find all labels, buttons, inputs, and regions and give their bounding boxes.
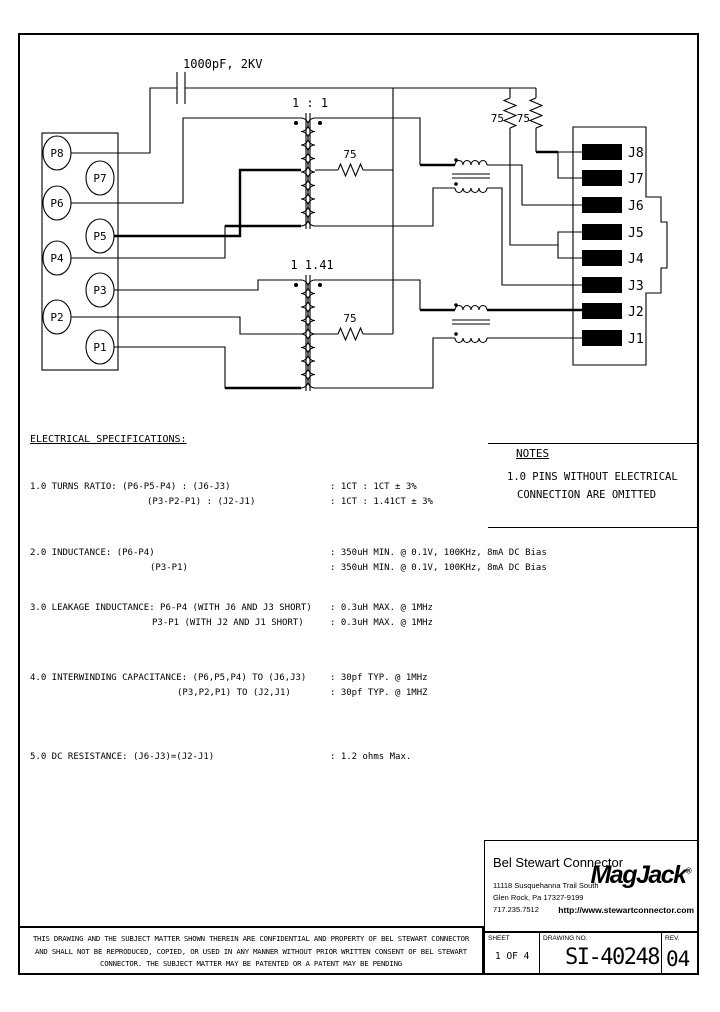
pin-p2-label: P2: [50, 311, 64, 324]
tie-bracket-j5-j4: [558, 232, 582, 258]
t2-primary-winding: [301, 280, 308, 388]
spec-5-value-1: : 1.2 ohms Max.: [330, 752, 412, 762]
disclaimer-box: [18, 926, 484, 975]
resistor-value: 75: [516, 112, 530, 125]
choke-phase-dot: [454, 158, 458, 162]
spec-1-line-2: (P3-P2-P1) : (J2-J1): [147, 497, 256, 507]
choke-phase-dot: [454, 303, 458, 307]
notes-box-top-line: [488, 443, 697, 444]
jack-label-j8: J8: [628, 146, 644, 161]
t1-secondary-winding: [308, 118, 315, 226]
t2-phase-dot: [294, 283, 298, 287]
wire: [315, 118, 420, 165]
drawing-number-label: DRAWING NO.: [543, 935, 588, 942]
capacitor-value: 1000pF, 2KV: [183, 57, 263, 71]
title-block: [484, 840, 699, 932]
spec-1-value-2: : 1CT : 1.41CT ± 3%: [330, 497, 433, 507]
jack-label-j4: J4: [628, 252, 644, 267]
wire: [71, 88, 177, 153]
notes-title: NOTES: [516, 447, 550, 460]
wire: [71, 118, 301, 203]
t2-termination-resistor: [338, 312, 363, 340]
jack-label-j5: J5: [628, 226, 644, 241]
title-block-bottom-row: [484, 932, 699, 975]
spec-3-value-1: : 0.3uH MAX. @ 1MHz: [330, 603, 433, 613]
disclaimer-line-1: THIS DRAWING AND THE SUBJECT MATTER SHOWN THEREIN ARE CONFIDENTIAL AND PROPERTY OF BEL STEWART CONNECTOR: [32, 934, 470, 943]
t1-core: [306, 113, 310, 229]
jack-pin-j1: [582, 330, 622, 346]
sheet-value: 1 OF 4: [495, 951, 530, 962]
disclaimer-line-3: CONNECTOR. THE SUBJECT MATTER MAY BE PATENTED OR A PATENT MAY BE PENDING: [100, 959, 402, 968]
jack-label-j1: J1: [628, 332, 644, 347]
spec-1-line-1: 1.0 TURNS RATIO: (P6-P5-P4) : (J6-J3): [30, 482, 231, 492]
circuit-schematic: [0, 0, 720, 430]
registered-mark: ®: [685, 866, 690, 876]
jack-pin-j2: [582, 303, 622, 319]
t1-phase-dot: [318, 121, 322, 125]
hv-capacitor: [177, 57, 262, 104]
spec-5-line-1: 5.0 DC RESISTANCE: (J6-J3)=(J2-J1): [30, 752, 215, 762]
jack-label-j6: J6: [628, 199, 644, 214]
pin-p4-label: P4: [50, 252, 64, 265]
t2-phase-dot: [318, 283, 322, 287]
resistor-zigzag: [504, 98, 516, 128]
jack-outline: [573, 127, 667, 365]
jack-pin-j6: [582, 197, 622, 213]
wire: [487, 165, 582, 205]
jack-pin-j7: [582, 170, 622, 186]
resistor-value: 75: [343, 312, 357, 325]
t2-secondary-winding: [308, 280, 315, 388]
wire: [487, 188, 582, 285]
drawing-number-value: SI-40248: [565, 945, 659, 970]
magjack-logo: [590, 861, 690, 890]
choke-phase-dot: [454, 332, 458, 336]
spec-2-value-1: : 350uH MIN. @ 0.1V, 100KHz, 8mA DC Bias: [330, 548, 547, 558]
resistor-zigzag: [338, 328, 363, 340]
transformer-t1: [292, 96, 328, 229]
resistor-zigzag: [338, 164, 363, 176]
sheet-cell: [485, 933, 539, 974]
company-phone: 717.235.7512: [493, 905, 539, 914]
transformer-t2: [290, 258, 333, 391]
choke-core: [452, 320, 490, 324]
jack-label-j3: J3: [628, 279, 644, 294]
bob-smith-resistor-left: [491, 98, 516, 128]
p-pins: [43, 136, 114, 364]
notes-line-1: 1.0 PINS WITHOUT ELECTRICAL: [507, 471, 678, 483]
wire: [315, 280, 420, 310]
choke-phase-dot: [454, 182, 458, 186]
disclaimer-line-2: AND SHALL NOT BE REPRODUCED, COPIED, OR USED IN ANY MANNER WITHOUT PRIOR WRITTEN CONSENT OF BEL STEWART: [35, 946, 467, 956]
jack-label-j7: J7: [628, 172, 644, 187]
company-address-line2: Glen Rock, Pa 17327-9199: [493, 893, 584, 902]
spec-4-value-1: : 30pf TYP. @ 1MHz: [330, 673, 428, 683]
spec-4-line-2: (P3,P2,P1) TO (J2,J1): [177, 688, 291, 698]
spec-2-line-2: (P3-P1): [150, 563, 188, 573]
jack-pin-j3: [582, 277, 622, 293]
choke-coil: [455, 306, 487, 310]
notes-line-2: CONNECTION ARE OMITTED: [517, 489, 657, 501]
spec-3-line-2: P3-P1 (WITH J2 AND J1 SHORT): [152, 618, 304, 628]
j-connector: [573, 127, 667, 365]
resistor-value: 75: [490, 112, 504, 125]
jack-label-j2: J2: [628, 305, 644, 320]
t1-primary-winding: [301, 118, 308, 226]
rev-value: 04: [666, 947, 690, 971]
spec-4-line-1: 4.0 INTERWINDING CAPACITANCE: (P6,P5,P4) TO (J6,J3): [30, 673, 307, 683]
jack-pin-j8: [582, 144, 622, 160]
spec-4-value-2: : 30pf TYP. @ 1MHZ: [330, 688, 428, 698]
jack-pin-j5: [582, 224, 622, 240]
resistor-value: 75: [343, 148, 357, 161]
t2-ratio-label: 1 1.41: [290, 258, 334, 272]
wire: [315, 188, 455, 226]
resistor-zigzag: [530, 98, 542, 128]
pin-p5-label: P5: [93, 230, 107, 243]
magjack-logo-text: MagJack: [590, 861, 686, 889]
choke-coil: [455, 188, 487, 193]
wire: [315, 338, 455, 388]
company-url: http://www.stewartconnector.com: [558, 905, 694, 915]
sheet-label: SHEET: [488, 935, 510, 942]
wire: [114, 280, 301, 290]
jack-pin-j4: [582, 250, 622, 266]
pin-p6-label: P6: [50, 197, 64, 210]
spec-3-line-1: 3.0 LEAKAGE INDUCTANCE: P6-P4 (WITH J6 AND J3 SHORT): [30, 603, 312, 613]
drawing-number-cell: [539, 933, 661, 974]
capacitor-plates: [177, 72, 185, 104]
spec-3-value-2: : 0.3uH MAX. @ 1MHz: [330, 618, 433, 628]
pin-p8-label: P8: [50, 147, 64, 160]
choke-bottom: [452, 303, 490, 342]
specs-title: ELECTRICAL SPECIFICATIONS:: [30, 434, 187, 445]
notes-box-bottom-line: [488, 527, 697, 528]
choke-top: [452, 158, 490, 192]
choke-coil: [455, 338, 487, 343]
pin-p7-label: P7: [93, 172, 107, 185]
wire: [114, 347, 301, 388]
rev-cell: [661, 933, 698, 974]
t1-phase-dot: [294, 121, 298, 125]
spec-2-value-2: : 350uH MIN. @ 0.1V, 100KHz, 8mA DC Bias: [330, 563, 547, 573]
company-name: Bel Stewart Connector: [493, 855, 624, 870]
rev-label: REV.: [665, 935, 680, 942]
pin-p1-label: P1: [93, 341, 107, 354]
bob-smith-resistor-right: [517, 98, 542, 128]
t1-termination-resistor: [338, 148, 363, 176]
t2-core: [306, 275, 310, 391]
spec-1-value-1: : 1CT : 1CT ± 3%: [330, 482, 417, 492]
spec-2-line-1: 2.0 INDUCTANCE: (P6-P4): [30, 548, 155, 558]
tie-bracket-j8-j7: [558, 152, 582, 178]
jack-pins: [582, 144, 622, 346]
t1-ratio-label: 1 : 1: [291, 96, 329, 110]
pin-p3-label: P3: [93, 284, 107, 297]
choke-coil: [455, 161, 487, 166]
choke-core: [452, 174, 490, 178]
company-address-line1: 11118 Susquehanna Trail South: [493, 881, 599, 890]
